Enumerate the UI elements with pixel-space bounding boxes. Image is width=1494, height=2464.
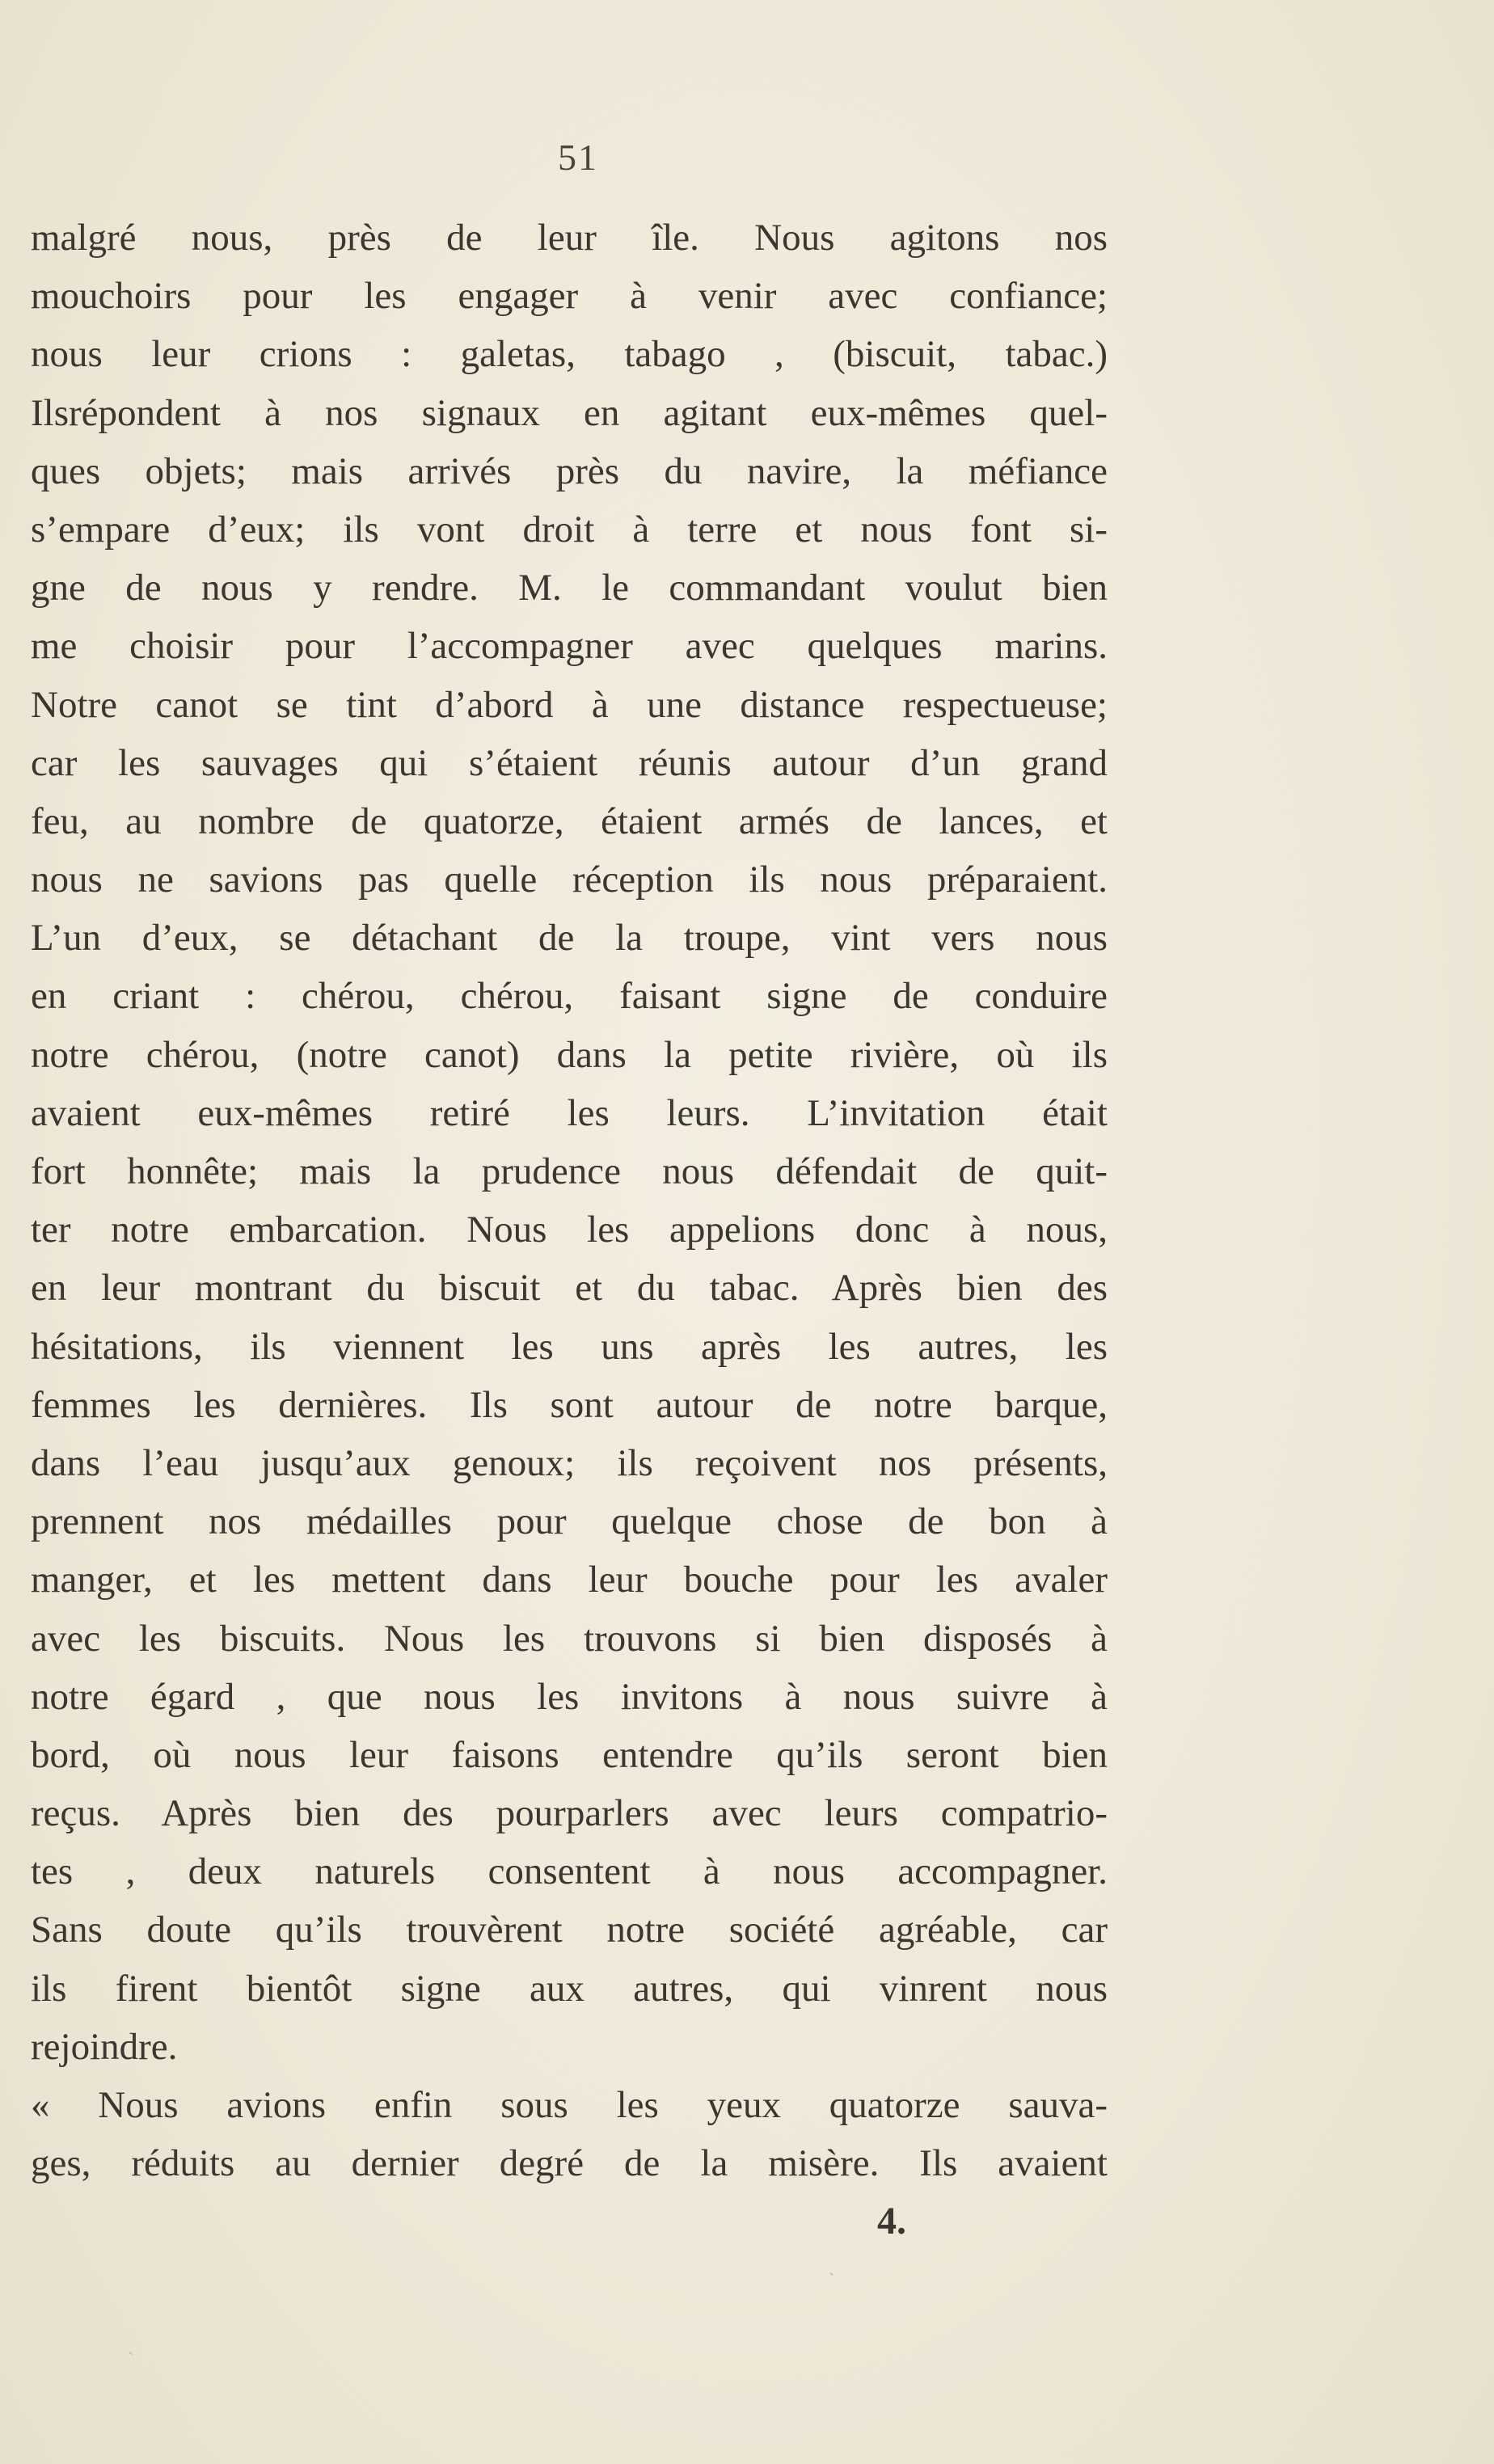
paper-speck: ˋ	[128, 2348, 134, 2369]
text-line: gne de nous y rendre. M. le commandant voulut bien	[31, 567, 1108, 610]
paper-speck: ˎ	[829, 2255, 835, 2276]
text-line: hésitations, ils viennent les uns après les autres, les	[31, 1325, 1108, 1368]
text-line: ques objets; mais arrivés près du navire, la méfiance	[31, 449, 1108, 492]
text-line: en criant : chérou, chérou, faisant signe de conduire	[31, 975, 1108, 1018]
text-line: feu, au nombre de quatorze, étaient armés de lances, et	[31, 800, 1108, 842]
text-line: dans l’eau jusqu’aux genoux; ils reçoivent nos présents,	[31, 1441, 1108, 1484]
text-line: rejoindre.	[31, 2025, 178, 2068]
text-line: tes , deux naturels consentent à nous accompagner.	[31, 1850, 1108, 1893]
text-line: fort honnête; mais la prudence nous défendait de quit-	[31, 1150, 1108, 1192]
text-line: manger, et les mettent dans leur bouche pour les avaler	[31, 1559, 1108, 1601]
text-line: L’un d’eux, se détachant de la troupe, vint vers nous	[31, 917, 1108, 960]
text-line: bord, où nous leur faisons entendre qu’ils seront bien	[31, 1733, 1108, 1776]
text-line: « Nous avions enfin sous les yeux quatorze sauva-	[31, 2084, 1108, 2126]
text-line: prennent nos médailles pour quelque chose de bon à	[31, 1500, 1108, 1543]
text-line: Ilsrépondent à nos signaux en agitant eux-mêmes quel-	[31, 391, 1108, 434]
text-line: reçus. Après bien des pourparlers avec leurs compatrio-	[31, 1792, 1108, 1835]
text-line: en leur montrant du biscuit et du tabac. Après bien des	[31, 1267, 1108, 1310]
text-line: ils firent bientôt signe aux autres, qui vinrent nous	[31, 1967, 1108, 2010]
page-number: 51	[558, 137, 598, 178]
text-line: car les sauvages qui s’étaient réunis autour d’un grand	[31, 741, 1108, 784]
text-line: nous ne savions pas quelle réception ils nous préparaient.	[31, 859, 1108, 901]
text-line: malgré nous, près de leur île. Nous agitons nos	[31, 217, 1108, 259]
text-line: s’empare d’eux; ils vont droit à terre et nous font si-	[31, 508, 1108, 551]
text-line: mouchoirs pour les engager à venir avec confiance;	[31, 275, 1108, 318]
text-line: ges, réduits au dernier degré de la misère. Ils avaient	[31, 2142, 1108, 2185]
text-line: Sans doute qu’ils trouvèrent notre société agréable, car	[31, 1909, 1108, 1951]
text-line: avaient eux-mêmes retiré les leurs. L’invitation était	[31, 1091, 1108, 1134]
text-line: nous leur crions : galetas, tabago , (biscuit, tabac.)	[31, 333, 1108, 376]
text-line: Notre canot se tint d’abord à une distance respectueuse;	[31, 683, 1108, 726]
text-line: notre chérou, (notre canot) dans la petite rivière, où ils	[31, 1033, 1108, 1076]
signature-mark: 4.	[877, 2200, 906, 2242]
text-line: ter notre embarcation. Nous les appelions donc à nous,	[31, 1209, 1108, 1251]
body-text	[31, 209, 1108, 2192]
text-line: notre égard , que nous les invitons à nous suivre à	[31, 1675, 1108, 1718]
text-line: me choisir pour l’accompagner avec quelques marins.	[31, 625, 1108, 668]
text-line: avec les biscuits. Nous les trouvons si bien disposés à	[31, 1617, 1108, 1660]
text-line: femmes les dernières. Ils sont autour de notre barque,	[31, 1383, 1108, 1426]
